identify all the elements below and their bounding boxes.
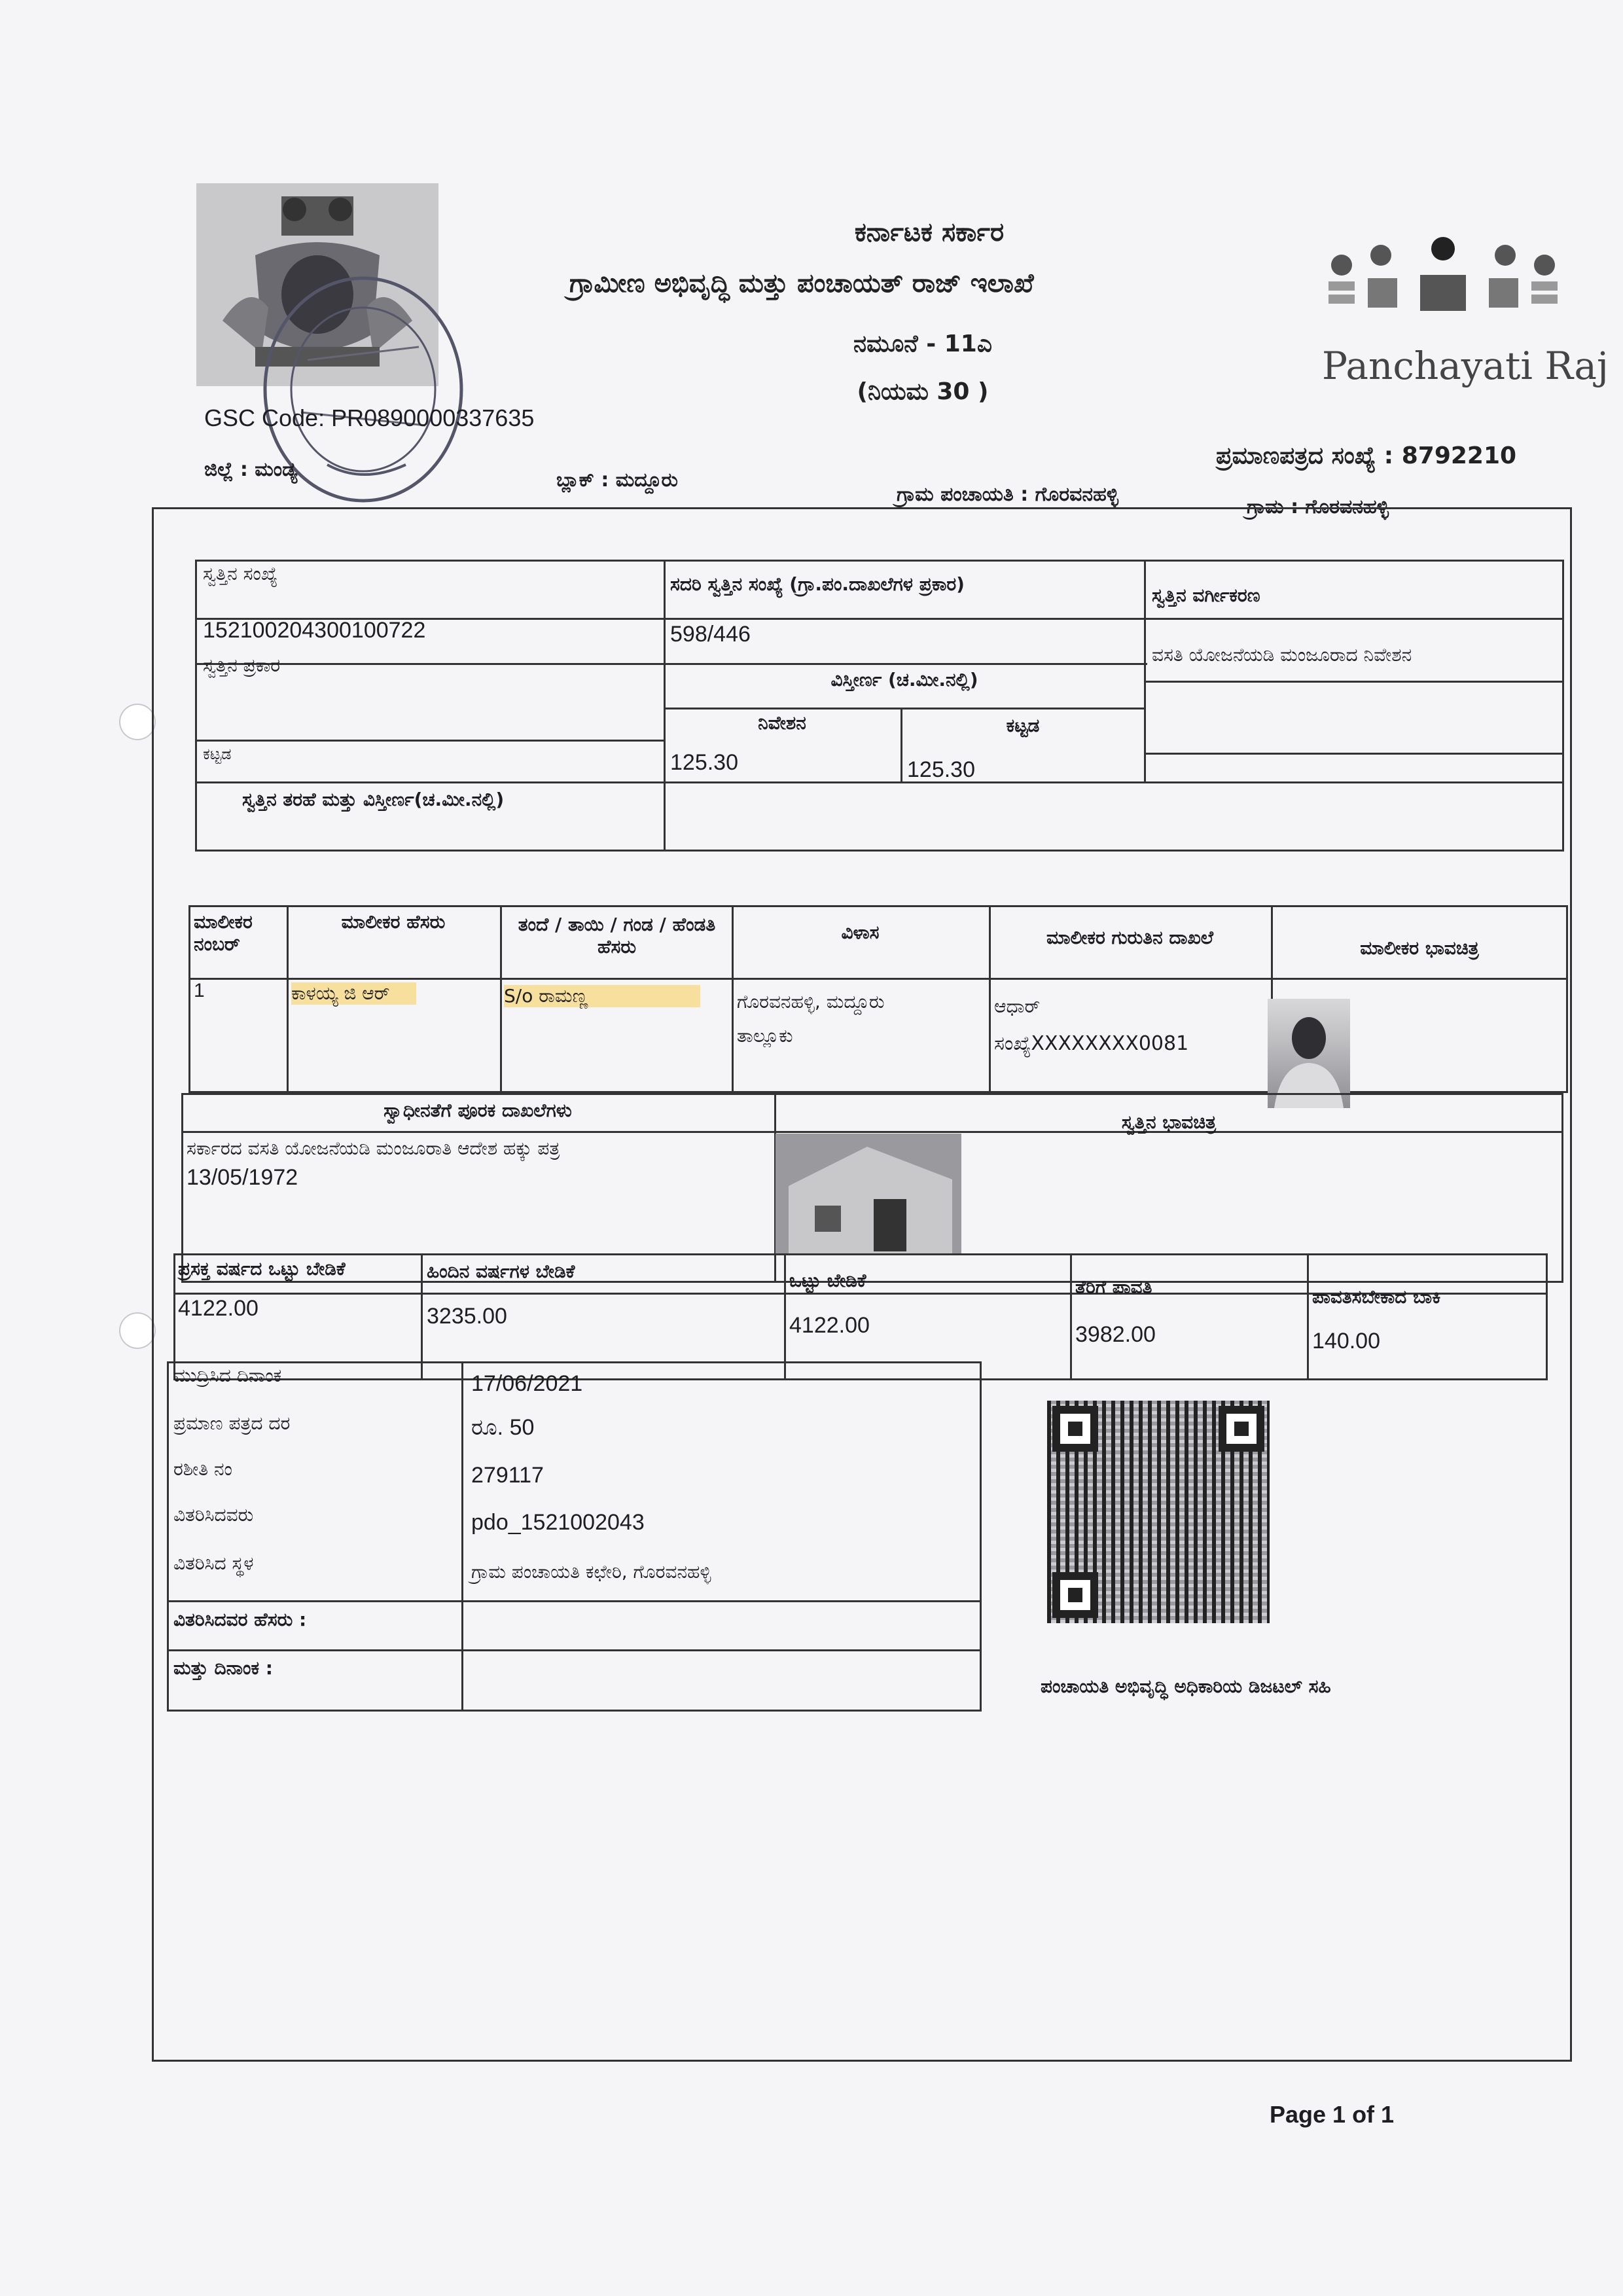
owner-id-header: ಮಾಲೀಕರ ಗುರುತಿನ ದಾಖಲೆ xyxy=(1046,927,1214,948)
issuer-name-label: ವಿತರಿಸಿದವರ ಹೆಸರು : xyxy=(173,1609,307,1630)
page-number: Page 1 of 1 xyxy=(1270,2101,1395,2128)
property-id-label: ಸ್ವತ್ತಿನ ಸಂಖ್ಯೆ xyxy=(203,563,278,584)
property-class-label: ಸ್ವತ್ತಿನ ವರ್ಗೀಕರಣ xyxy=(1152,584,1260,606)
property-type-value: ಕಟ್ಟಡ xyxy=(203,745,232,763)
type-area-label: ಸ್ವತ್ತಿನ ತರಹೆ ಮತ್ತು ವಿಸ್ತೀರ್ಣ(ಚ.ಮೀ.ನಲ್ಲಿ) xyxy=(242,789,505,810)
owner-number: 1 xyxy=(194,980,205,1001)
receipt-number-label: ರಶೀತಿ ನಂ xyxy=(173,1458,232,1480)
house-icon xyxy=(776,1134,961,1255)
panchayati-raj-logo-icon xyxy=(1322,229,1564,337)
certificate-number: ಪ್ರಮಾಣಪತ್ರದ ಸಂಖ್ಯೆ : 8792210 xyxy=(1216,442,1517,469)
site-label: ನಿವೇಶನ xyxy=(758,712,806,734)
printed-date-value: 17/06/2021 xyxy=(471,1371,583,1396)
property-id-value: 152100204300100722 xyxy=(203,618,426,643)
gram-panchayat: ಗ್ರಾಮ ಪಂಚಾಯತಿ : ಗೊರವನಹಳ್ಳಿ xyxy=(897,483,1119,506)
printed-date-label: ಮುದ್ರಿಸಿದ ದಿನಾಂಕ xyxy=(173,1365,282,1386)
issued-by-value: pdo_1521002043 xyxy=(471,1510,645,1535)
digital-signature-label: ಪಂಚಾಯತಿ ಅಭಿವೃದ್ಧಿ ಅಧಿಕಾರಿಯ ಡಿಜಟಲ್ ಸಹಿ xyxy=(1041,1676,1331,1697)
punch-hole-bottom xyxy=(119,1312,156,1349)
total-demand-header: ಒಟ್ಟು ಬೇಡಿಕೆ xyxy=(789,1270,866,1291)
receipt-number-value: 279117 xyxy=(471,1463,544,1488)
issued-place-value: ಗ್ರಾಮ ಪಂಚಾಯತಿ ಕಛೇರಿ, ಗೊರವನಹಳ್ಳಿ xyxy=(471,1561,711,1583)
sadari-id-value: 598/446 xyxy=(670,622,751,647)
tax-paid-value: 3982.00 xyxy=(1075,1322,1156,1347)
area-label: ವಿಸ್ತೀರ್ಣ (ಚ.ಮೀ.ನಲ್ಲಿ) xyxy=(830,669,978,691)
certificate-fee-label: ಪ್ರಮಾಣ ಪತ್ರದ ದರ xyxy=(173,1412,291,1434)
tax-paid-header: ತೆರಿಗೆ ಪಾವತಿ xyxy=(1075,1276,1152,1298)
issued-by-label: ವಿತರಿಸಿದವರು xyxy=(173,1504,254,1526)
gsc-code: GSC Code: PR0890000337635 xyxy=(204,404,535,431)
district: ಜಿಲ್ಲೆ : ಮಂಡ್ಯ xyxy=(204,458,298,481)
previous-years-demand-value: 3235.00 xyxy=(427,1304,507,1329)
supporting-docs-label: ಸ್ವಾಧೀನತೆಗೆ ಪೂರಕ ದಾಖಲೆಗಳು xyxy=(383,1100,572,1121)
rule-number: (ನಿಯಮ 30 ) xyxy=(857,378,989,405)
building-area-value: 125.30 xyxy=(907,757,975,782)
owner-name-header: ಮಾಲೀಕರ ಹೆಸರು xyxy=(341,911,446,933)
village: ಗ್ರಾಮ : ಗೊರವನಹಳ್ಳಿ xyxy=(1247,495,1389,518)
property-photo-label: ಸ್ವತ್ತಿನ ಭಾವಚಿತ್ರ xyxy=(1121,1111,1217,1133)
owner-relation-header: ತಂದೆ / ತಾಯಿ / ಗಂಡ / ಹೆಂಡತಿ ಹೆಸರು xyxy=(518,914,716,958)
balance-due-value: 140.00 xyxy=(1312,1329,1380,1354)
owner-id-line1: ಆಧಾರ್ xyxy=(994,996,1041,1017)
panchayati-raj-logo-text: Panchayati Raj xyxy=(1322,344,1609,388)
site-area-value: 125.30 xyxy=(670,750,738,775)
building-label: ಕಟ್ಟಡ xyxy=(1006,715,1040,736)
current-year-demand-header: ಪ್ರಸಕ್ತ ವರ್ಷದ ಒಟ್ಟು ಬೇಡಿಕೆ xyxy=(178,1258,346,1280)
issued-place-label: ವಿತರಿಸಿದ ಸ್ಥಳ xyxy=(173,1552,254,1574)
owner-address-line2: ತಾಲ್ಲೂಕು xyxy=(737,1025,793,1047)
government-title: ಕರ್ನಾಟಕ ಸರ್ಕಾರ xyxy=(854,217,1005,247)
property-class-value: ವಸತಿ ಯೋಜನೆಯಡಿ ಮಂಜೂರಾದ ನಿವೇಶನ xyxy=(1152,644,1412,666)
block-taluk: ಬ್ಲಾಕ್ : ಮದ್ದೂರು xyxy=(556,469,678,492)
owner-address-line1: ಗೊರವನಹಳ್ಳಿ, ಮದ್ದೂರು xyxy=(737,991,885,1013)
previous-years-demand-header: ಹಿಂದಿನ ವರ್ಷಗಳ ಬೇಡಿಕೆ xyxy=(427,1261,575,1282)
sadari-id-label: ಸದರಿ ಸ್ವತ್ತಿನ ಸಂಖ್ಯೆ (ಗ್ರಾ.ಪಂ.ದಾಖಲೆಗಳ ಪ್ರಕಾರ) xyxy=(670,573,965,595)
owner-number-header: ಮಾಲೀಕರ ನಂಬರ್ xyxy=(194,911,253,955)
total-demand-value: 4122.00 xyxy=(789,1313,870,1338)
supporting-docs-value: ಸರ್ಕಾರದ ವಸತಿ ಯೋಜನೆಯಡಿ ಮಂಜೂರಾತಿ ಆದೇಶ ಹಕ್ಕು ಪತ್ರ xyxy=(187,1138,560,1159)
issue-date-label: ಮತ್ತು ದಿನಾಂಕ : xyxy=(173,1657,273,1679)
punch-hole-top xyxy=(119,704,156,740)
owner-name: ಕಾಳಯ್ಯ ಜಿ ಆರ್ xyxy=(291,982,416,1005)
supporting-docs-date: 13/05/1972 xyxy=(187,1165,298,1190)
owner-relation: S/o ರಾಮಣ್ಣ xyxy=(504,985,700,1007)
owner-photo-header: ಮಾಲೀಕರ ಭಾವಚಿತ್ರ xyxy=(1360,937,1479,959)
owner-silhouette-icon xyxy=(1268,999,1350,1108)
qr-code xyxy=(1047,1401,1270,1623)
property-type-label: ಸ್ವತ್ತಿನ ಪ್ರಕಾರ xyxy=(203,655,281,676)
department-title: ಗ್ರಾಮೀಣ ಅಭಿವೃದ್ಧಿ ಮತ್ತು ಪಂಚಾಯತ್ ರಾಜ್ ಇಲಾಖೆ xyxy=(569,268,1034,298)
owner-photo xyxy=(1268,999,1350,1108)
certificate-fee-value: ರೂ. 50 xyxy=(471,1415,535,1440)
owner-id-line2: ಸಂಖ್ಯೆXXXXXXXX0081 xyxy=(994,1032,1189,1055)
balance-due-header: ಪಾವತಿಸಬೇಕಾದ ಬಾಕಿ xyxy=(1312,1286,1441,1308)
property-photo xyxy=(776,1134,961,1255)
owner-address-header: ವಿಳಾಸ xyxy=(841,922,880,943)
current-year-demand-value: 4122.00 xyxy=(178,1296,259,1321)
form-number: ನಮೂನೆ - 11ಎ xyxy=(853,331,992,357)
